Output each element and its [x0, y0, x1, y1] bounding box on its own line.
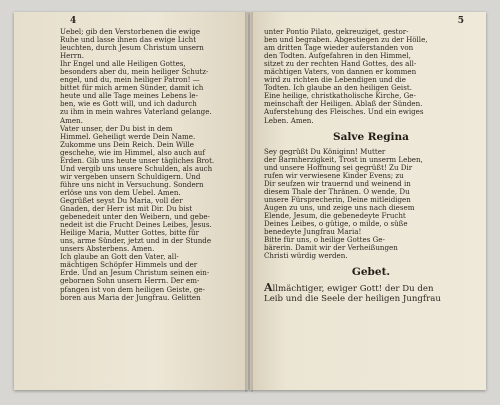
text-line: benedeyte Jungfrau Maria!: [264, 228, 362, 237]
credo-continuation: [264, 28, 478, 125]
text-line: gebornen Sohn unsern Herrn. Der em-: [60, 277, 200, 286]
text-line: Christi würdig werden.: [264, 252, 348, 261]
page-number-right: 5: [457, 16, 464, 26]
text-line: Leben. Amen.: [264, 116, 314, 125]
drop-cap: A: [264, 283, 273, 295]
text-line: llmächtiger, ewiger Gott! der Du den: [272, 284, 434, 295]
text-line: boren aus Maria der Jungfrau. Gelitten: [60, 293, 201, 302]
text-line: bärerin. Damit wir der Verheißungen: [264, 244, 398, 253]
gebet-heading: Gebet.: [351, 266, 391, 279]
text-line: unsere Fürsprecherin, Deine mitleidigen: [264, 195, 411, 204]
left-page-text: [60, 28, 244, 302]
text-line: ben und begraben. Abgestiegen zu der Hölle,: [264, 36, 428, 45]
text-line: Augen zu uns, und zeige uns nach diesem: [264, 203, 415, 212]
text-line: Himmel. Geheiligt werde Dein Name.: [60, 132, 196, 141]
text-line: Und vergib uns unsere Schulden, als auch: [60, 164, 213, 173]
text-line: Eine heilige, christkatholische Kirche, Ge-: [264, 92, 416, 101]
text-line: Todten. Ich glaube an den heiligen Geist.: [264, 84, 412, 93]
text-line: meinschaft der Heiligen. Ablaß der Sünden.: [264, 100, 423, 109]
text-line: am dritten Tage wieder auferstanden von: [264, 44, 414, 53]
text-line: ben, wie es Gott will, und ich dadurch: [60, 100, 197, 109]
text-line: Gegrüßet seyst Du Maria, voll der: [60, 196, 183, 205]
text-line: den Todten. Aufgefahren in den Himmel,: [264, 52, 411, 61]
text-line: zu ihm in mein wahres Vaterland gelange.: [60, 108, 212, 117]
text-line: engel, und du, mein heiliger Patron! —: [60, 76, 200, 85]
text-line: Zukomme uns Dein Reich. Dein Wille: [60, 140, 194, 149]
text-line: diesem Thale der Thränen. O wende, Du: [264, 187, 410, 196]
text-line: Deines Leibes, o gütige, o milde, o süße: [264, 219, 408, 228]
salve-regina-heading: Salve Regina: [333, 130, 409, 143]
text-line: sitzet zu der rechten Hand Gottes, des all-: [264, 60, 417, 69]
open-booklet: [14, 12, 488, 394]
text-line: gebenedeit unter den Weibern, und gebe-: [60, 213, 210, 222]
text-line: Bitte für uns, o heilige Gottes Ge-: [264, 236, 385, 245]
text-line: Ihr Engel und alle Heiligen Gottes,: [60, 60, 186, 69]
text-line: Heilige Maria, Mutter Gottes, bitte für: [60, 229, 199, 238]
book-gutter: [245, 12, 253, 392]
salve-regina-text: [264, 148, 478, 261]
text-line: führe uns nicht in Versuchung. Sondern: [60, 180, 204, 189]
text-line: Uebel; gib den Verstorbenen die ewige: [60, 28, 201, 36]
text-line: Erden. Gib uns heute unser tägliches Brot.: [60, 156, 215, 165]
text-line: leuchten, durch Jesum Christum unsern: [60, 44, 204, 53]
text-line: mächtigen Vaters, von dannen er kommen: [264, 68, 417, 77]
right-page: [250, 12, 486, 390]
text-line: Elende, Jesum, die gebenedeyte Frucht: [264, 211, 406, 220]
text-line: wir vergeben unsern Schuldigern. Und: [60, 172, 201, 181]
text-line: Leib und die Seele der heiligen Jungfrau: [264, 294, 441, 305]
text-line: Vater unser, der Du bist in dem: [60, 124, 173, 133]
text-line: Gnaden, der Herr ist mit Dir. Du bist: [60, 205, 193, 214]
text-line: heute und alle Tage meines Lebens le-: [60, 92, 199, 101]
text-line: rufen wir verwiesene Kinder Evens; zu: [264, 171, 404, 180]
text-line: Herrn.: [60, 52, 84, 61]
right-page-text: [264, 28, 478, 304]
text-line: und unsere Hoffnung sei gegrüßt! Zu Dir: [264, 163, 413, 172]
text-line: Dir seufzen wir trauernd und weinend in: [264, 179, 411, 188]
text-line: Ich glaube an Gott den Vater, all-: [60, 253, 179, 262]
text-line: geschehe, wie im Himmel, also auch auf: [60, 148, 206, 157]
text-line: uns, arme Sünder, jetzt und in der Stunde: [60, 237, 212, 246]
text-line: der Barmherzigkeit, Trost in unserm Leben,: [264, 155, 423, 164]
text-line: wird zu richten die Lebendigen und die: [264, 76, 406, 85]
text-line: erlöse uns von dem Uebel. Amen.: [60, 188, 181, 197]
text-line: nedeit ist die Frucht Deines Leibes, Jesus.: [60, 221, 212, 230]
text-line: Amen.: [60, 116, 83, 125]
text-line: bittet für mich armen Sünder, damit ich: [60, 84, 204, 93]
text-line: Sey gegrüßt Du Königinn! Mutter: [264, 147, 386, 156]
page-number-left: 4: [70, 16, 77, 26]
text-line: mächtigen Schöpfer Himmels und der: [60, 261, 198, 270]
text-line: unter Pontio Pilato, gekreuziget, gestor-: [264, 28, 409, 36]
left-page: [14, 12, 248, 390]
text-line: Erde. Und an Jesum Christum seinen ein-: [60, 269, 210, 278]
text-line: Auferstehung des Fleisches. Und ein ewiges: [264, 108, 424, 117]
text-line: pfangen ist von dem heiligen Geiste, ge-: [60, 285, 205, 294]
text-line: besonders aber du, mein heiliger Schutz-: [60, 68, 209, 77]
text-line: unsers Absterbens. Amen.: [60, 245, 155, 254]
gebet-text: [264, 283, 478, 304]
text-line: Ruhe und lasse ihnen das ewige Licht: [60, 36, 197, 45]
